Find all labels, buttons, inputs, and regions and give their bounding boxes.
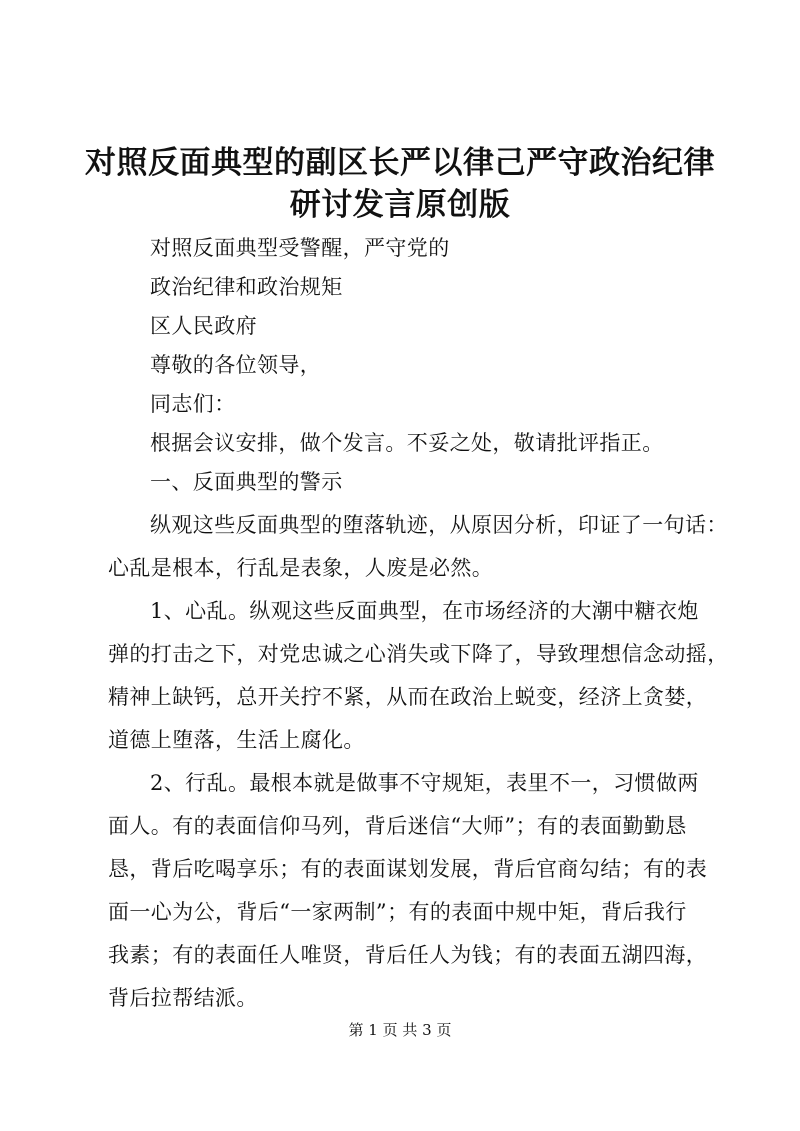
paragraph-2-line-4: 道德上堕落，生活上腐化。 — [108, 728, 365, 752]
paragraph-2-line-3: 精神上缺钙，总开关拧不紧，从而在政治上蜕变，经济上贪婪， — [108, 685, 708, 709]
page-number-footer: 第 1 页 共 3 页 — [348, 1021, 452, 1039]
salutation-comrades: 同志们： — [150, 392, 236, 416]
intro-paragraph: 根据会议安排，做个发言。不妥之处，敬请批评指正。 — [150, 431, 664, 455]
paragraph-3-line-5: 我素；有的表面任人唯贤，背后任人为钱；有的表面五湖四海， — [108, 943, 708, 967]
section-heading-1: 一、反面典型的警示 — [150, 470, 343, 494]
document-title-line-1: 对照反面典型的副区长严以律己严守政治纪律 — [85, 145, 715, 181]
paragraph-2-line-2: 弹的打击之下，对党忠诚之心消失或下降了，导致理想信念动摇， — [108, 642, 729, 666]
paragraph-3-line-6: 背后拉帮结派。 — [108, 986, 258, 1010]
paragraph-1-line-2: 心乱是根本，行乱是表象，人废是必然。 — [108, 556, 494, 580]
paragraph-2-line-1: 1、心乱。纵观这些反面典型，在市场经济的大潮中糖衣炮 — [150, 599, 699, 623]
subtitle-line-2: 政治纪律和政治规矩 — [150, 275, 343, 299]
document-title-line-2: 研讨发言原创版 — [289, 187, 511, 223]
paragraph-3-line-3: 恳，背后吃喝享乐；有的表面谋划发展，背后官商勾结；有的表 — [108, 857, 708, 881]
paragraph-3-line-4: 面一心为公，背后“一家两制”；有的表面中规中矩，背后我行 — [108, 900, 687, 924]
paragraph-3-line-2: 面人。有的表面信仰马列，背后迷信“大师”；有的表面勤勤恳 — [108, 814, 687, 838]
paragraph-1-line-1: 纵观这些反面典型的堕落轨迹，从原因分析，印证了一句话： — [150, 513, 728, 537]
paragraph-3-line-1: 2、行乱。最根本就是做事不守规矩，表里不一，习惯做两 — [150, 771, 699, 795]
subtitle-line-1: 对照反面典型受警醒，严守党的 — [150, 236, 450, 260]
salutation-leaders: 尊敬的各位领导， — [150, 353, 322, 377]
organization-line: 区人民政府 — [150, 314, 257, 338]
